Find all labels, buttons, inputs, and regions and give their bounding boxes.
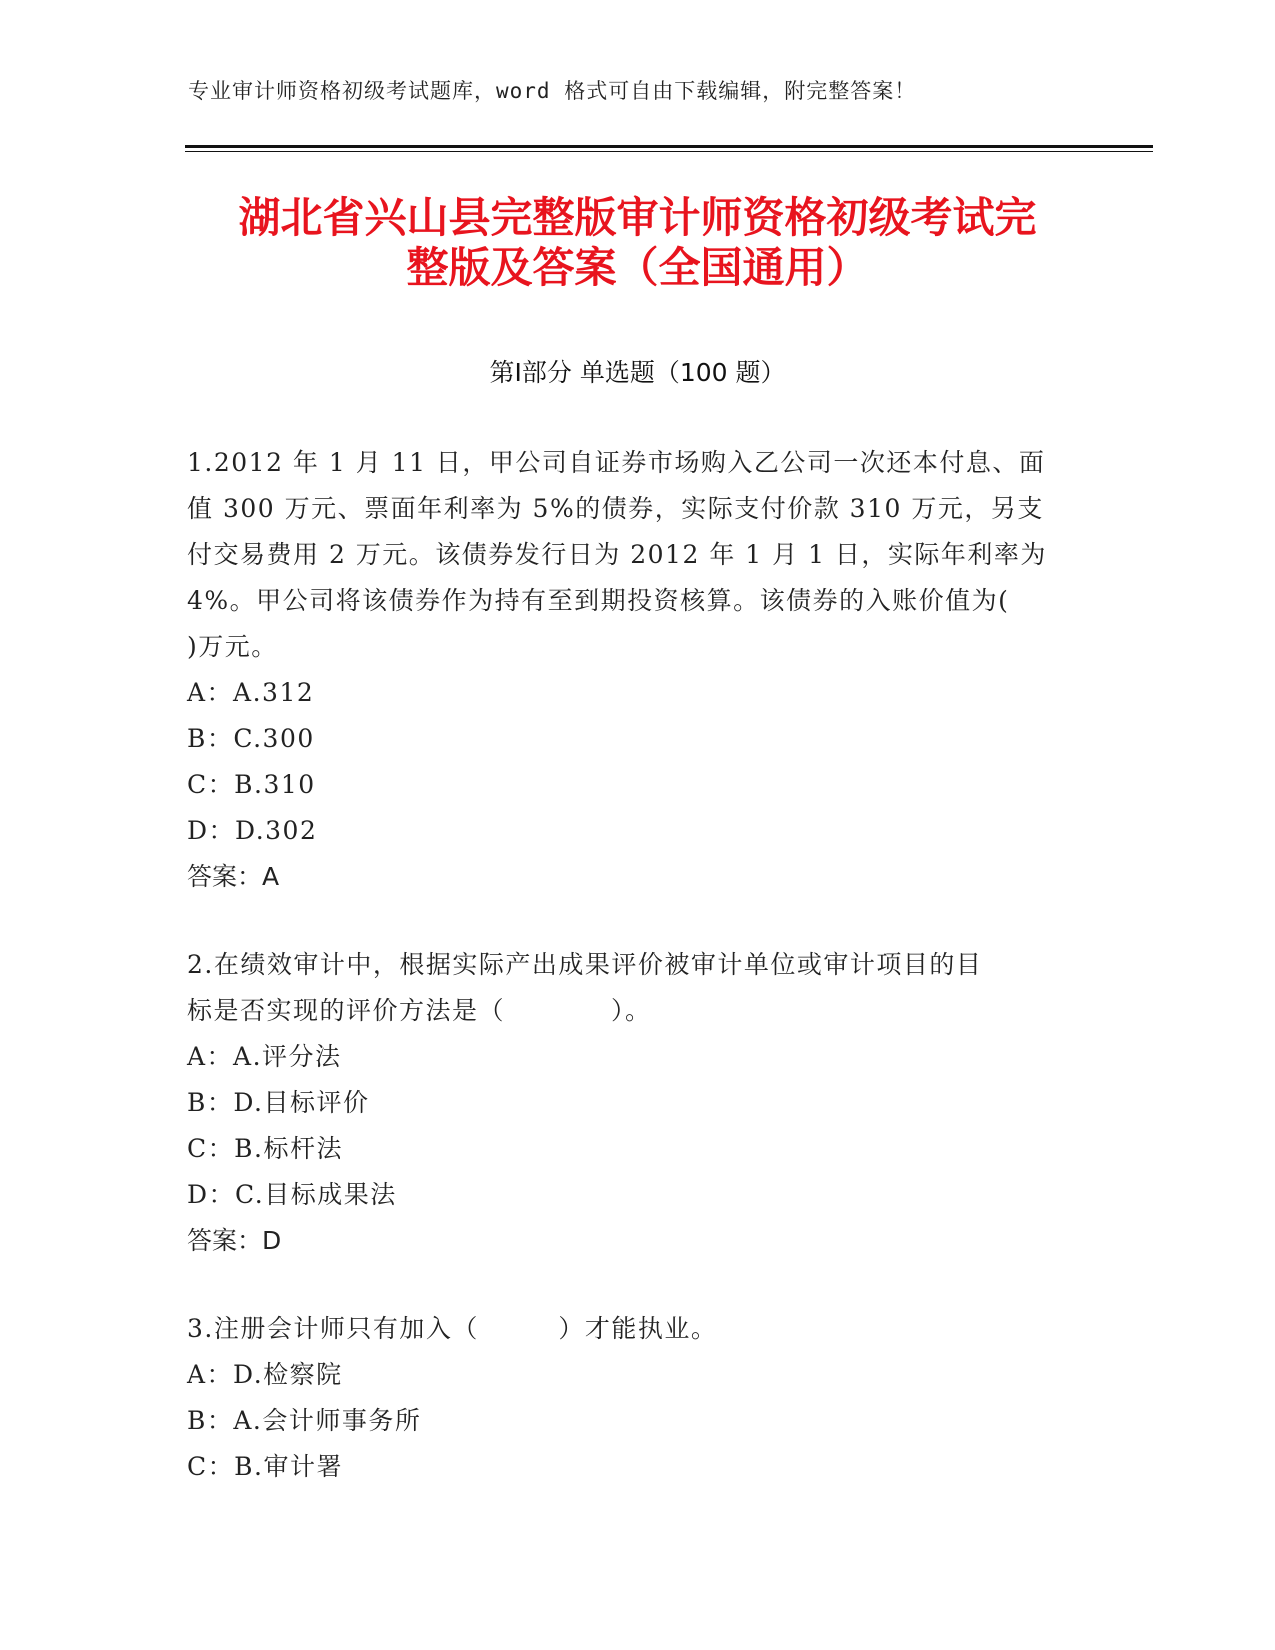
option-c: C：B.标杆法 [187, 1134, 343, 1163]
option-d: D：C.目标成果法 [187, 1180, 397, 1209]
title-line-1: 湖北省兴山县完整版审计师资格初级考试完 [238, 193, 1037, 242]
answer: 答案：A [187, 862, 280, 891]
question-text-line: 2.在绩效审计中，根据实际产出成果评价被审计单位或审计项目的目 [187, 950, 983, 979]
option-a: A：A.评分法 [187, 1042, 342, 1071]
question-text-line: 3.注册会计师只有加入（ ）才能执业。 [187, 1314, 718, 1343]
header-rule-thick [185, 145, 1153, 148]
option-a: A：D.检察院 [187, 1360, 343, 1389]
question-text-line: )万元。 [187, 632, 278, 661]
question-text-line: 付交易费用 2 万元。该债券发行日为 2012 年 1 月 1 日，实际年利率为 [187, 540, 1047, 569]
option-a: A：A.312 [187, 678, 315, 707]
question-1 [187, 440, 1077, 900]
answer: 答案：D [187, 1226, 282, 1255]
question-text-line: 值 300 万元、票面年利率为 5%的债券，实际支付价款 310 万元，另支 [187, 494, 1044, 523]
section-title: 第Ⅰ部分 单选题（100 题） [489, 358, 786, 387]
question-text-line: 标是否实现的评价方法是（ ）。 [187, 996, 652, 1025]
option-b: B：C.300 [187, 724, 315, 753]
header-note: 专业审计师资格初级考试题库，word 格式可自由下载编辑，附完整答案！ [188, 79, 917, 103]
document-title [150, 193, 1125, 293]
option-c: C：B.审计署 [187, 1452, 343, 1481]
question-text-line: 4%。甲公司将该债券作为持有至到期投资核算。该债券的入账价值为( [187, 586, 1010, 615]
option-b: B：D.目标评价 [187, 1088, 370, 1117]
option-c: C：B.310 [187, 770, 316, 799]
question-text-line: 1.2012 年 1 月 11 日，甲公司自证券市场购入乙公司一次还本付息、面 [187, 448, 1046, 477]
title-line-2: 整版及答案（全国通用） [406, 243, 869, 292]
option-b: B：A.会计师事务所 [187, 1406, 422, 1435]
header-rule-thin [185, 151, 1153, 152]
question-list [187, 440, 1077, 1532]
question-3 [187, 1306, 1077, 1490]
question-2 [187, 942, 1077, 1264]
option-d: D：D.302 [187, 816, 318, 845]
